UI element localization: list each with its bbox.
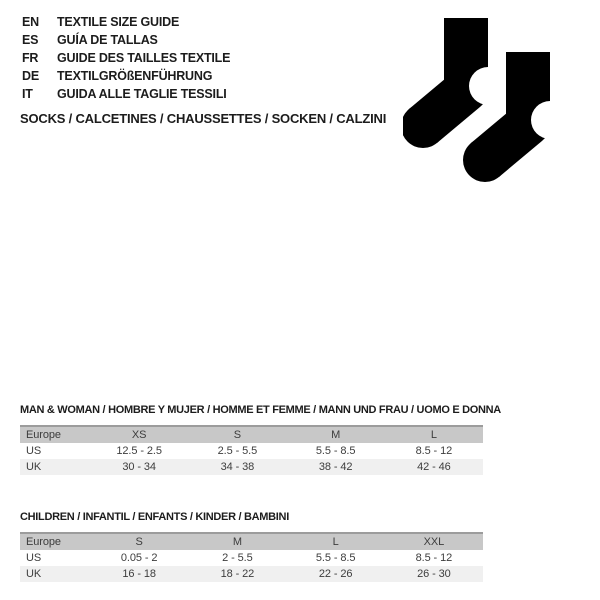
column-header-size: L (332, 536, 339, 548)
size-cell: 42 - 46 (417, 461, 451, 473)
region-cell: US (26, 445, 42, 457)
children-size-table (20, 532, 483, 582)
category-line: SOCKS / CALCETINES / CHAUSSETTES / SOCKEN / CALZINI (20, 111, 387, 126)
language-code: DE (22, 69, 39, 83)
children-table-title: CHILDREN / INFANTIL / ENFANTS / KINDER / BAMBINI (20, 511, 289, 523)
language-label: GUIDA ALLE TAGLIE TESSILI (57, 87, 227, 101)
size-cell: 16 - 18 (122, 568, 156, 580)
region-cell: US (26, 552, 42, 564)
size-cell: 2 - 5.5 (222, 552, 253, 564)
column-header-size: M (232, 536, 242, 548)
table-row-uk (20, 566, 483, 582)
socks-icon (403, 8, 573, 193)
language-row-it (22, 85, 230, 103)
left-sock-toe (403, 104, 445, 148)
children-size-table-section (20, 511, 483, 582)
column-header-europe: Europe (26, 536, 61, 548)
table-header-row (20, 533, 483, 550)
size-cell: 34 - 38 (220, 461, 255, 473)
size-cell: 38 - 42 (318, 461, 353, 473)
table-row-us (20, 443, 483, 459)
language-label: GUIDE DES TAILLES TEXTILE (57, 51, 231, 65)
column-header-size: M (331, 429, 341, 441)
language-row-es (22, 31, 230, 49)
language-label: TEXTILE SIZE GUIDE (57, 15, 180, 29)
language-code: EN (22, 15, 39, 29)
right-sock-heel-notch (531, 101, 569, 139)
language-row-de (22, 67, 230, 85)
table-row-uk (20, 459, 483, 475)
table-row-us (20, 550, 483, 566)
size-cell: 0.05 - 2 (120, 552, 158, 564)
size-cell: 26 - 30 (417, 568, 451, 580)
adult-size-table (20, 425, 483, 475)
size-cell: 30 - 34 (122, 461, 156, 473)
size-cell: 2.5 - 5.5 (217, 445, 258, 457)
right-sock-toe (463, 138, 507, 182)
language-row-en (22, 13, 230, 31)
size-cell: 8.5 - 12 (415, 552, 453, 564)
column-header-size: L (430, 429, 437, 441)
size-cell: 18 - 22 (220, 568, 255, 580)
size-cell: 22 - 26 (318, 568, 353, 580)
size-cell: 5.5 - 8.5 (315, 552, 356, 564)
language-label: TEXTILGRÖßENFÜHRUNG (57, 69, 213, 83)
table-header-row (20, 426, 483, 443)
language-code: IT (22, 87, 33, 101)
column-header-size: S (135, 536, 143, 548)
adult-table-title: MAN & WOMAN / HOMBRE Y MUJER / HOMME ET FEMME / MANN UND FRAU / UOMO E DONNA (20, 404, 501, 416)
language-row-fr (22, 49, 230, 67)
column-header-size: XXL (423, 536, 445, 548)
region-cell: UK (26, 568, 42, 580)
adult-size-table-section (20, 404, 501, 475)
column-header-size: S (233, 429, 241, 441)
region-cell: UK (26, 461, 42, 473)
size-cell: 8.5 - 12 (415, 445, 453, 457)
language-label: GUÍA DE TALLAS (57, 33, 158, 47)
language-code: FR (22, 51, 39, 65)
column-header-size: XS (131, 429, 147, 441)
language-list (22, 13, 230, 103)
size-cell: 5.5 - 8.5 (315, 445, 356, 457)
language-code: ES (22, 33, 39, 47)
column-header-europe: Europe (26, 429, 61, 441)
size-cell: 12.5 - 2.5 (116, 445, 162, 457)
